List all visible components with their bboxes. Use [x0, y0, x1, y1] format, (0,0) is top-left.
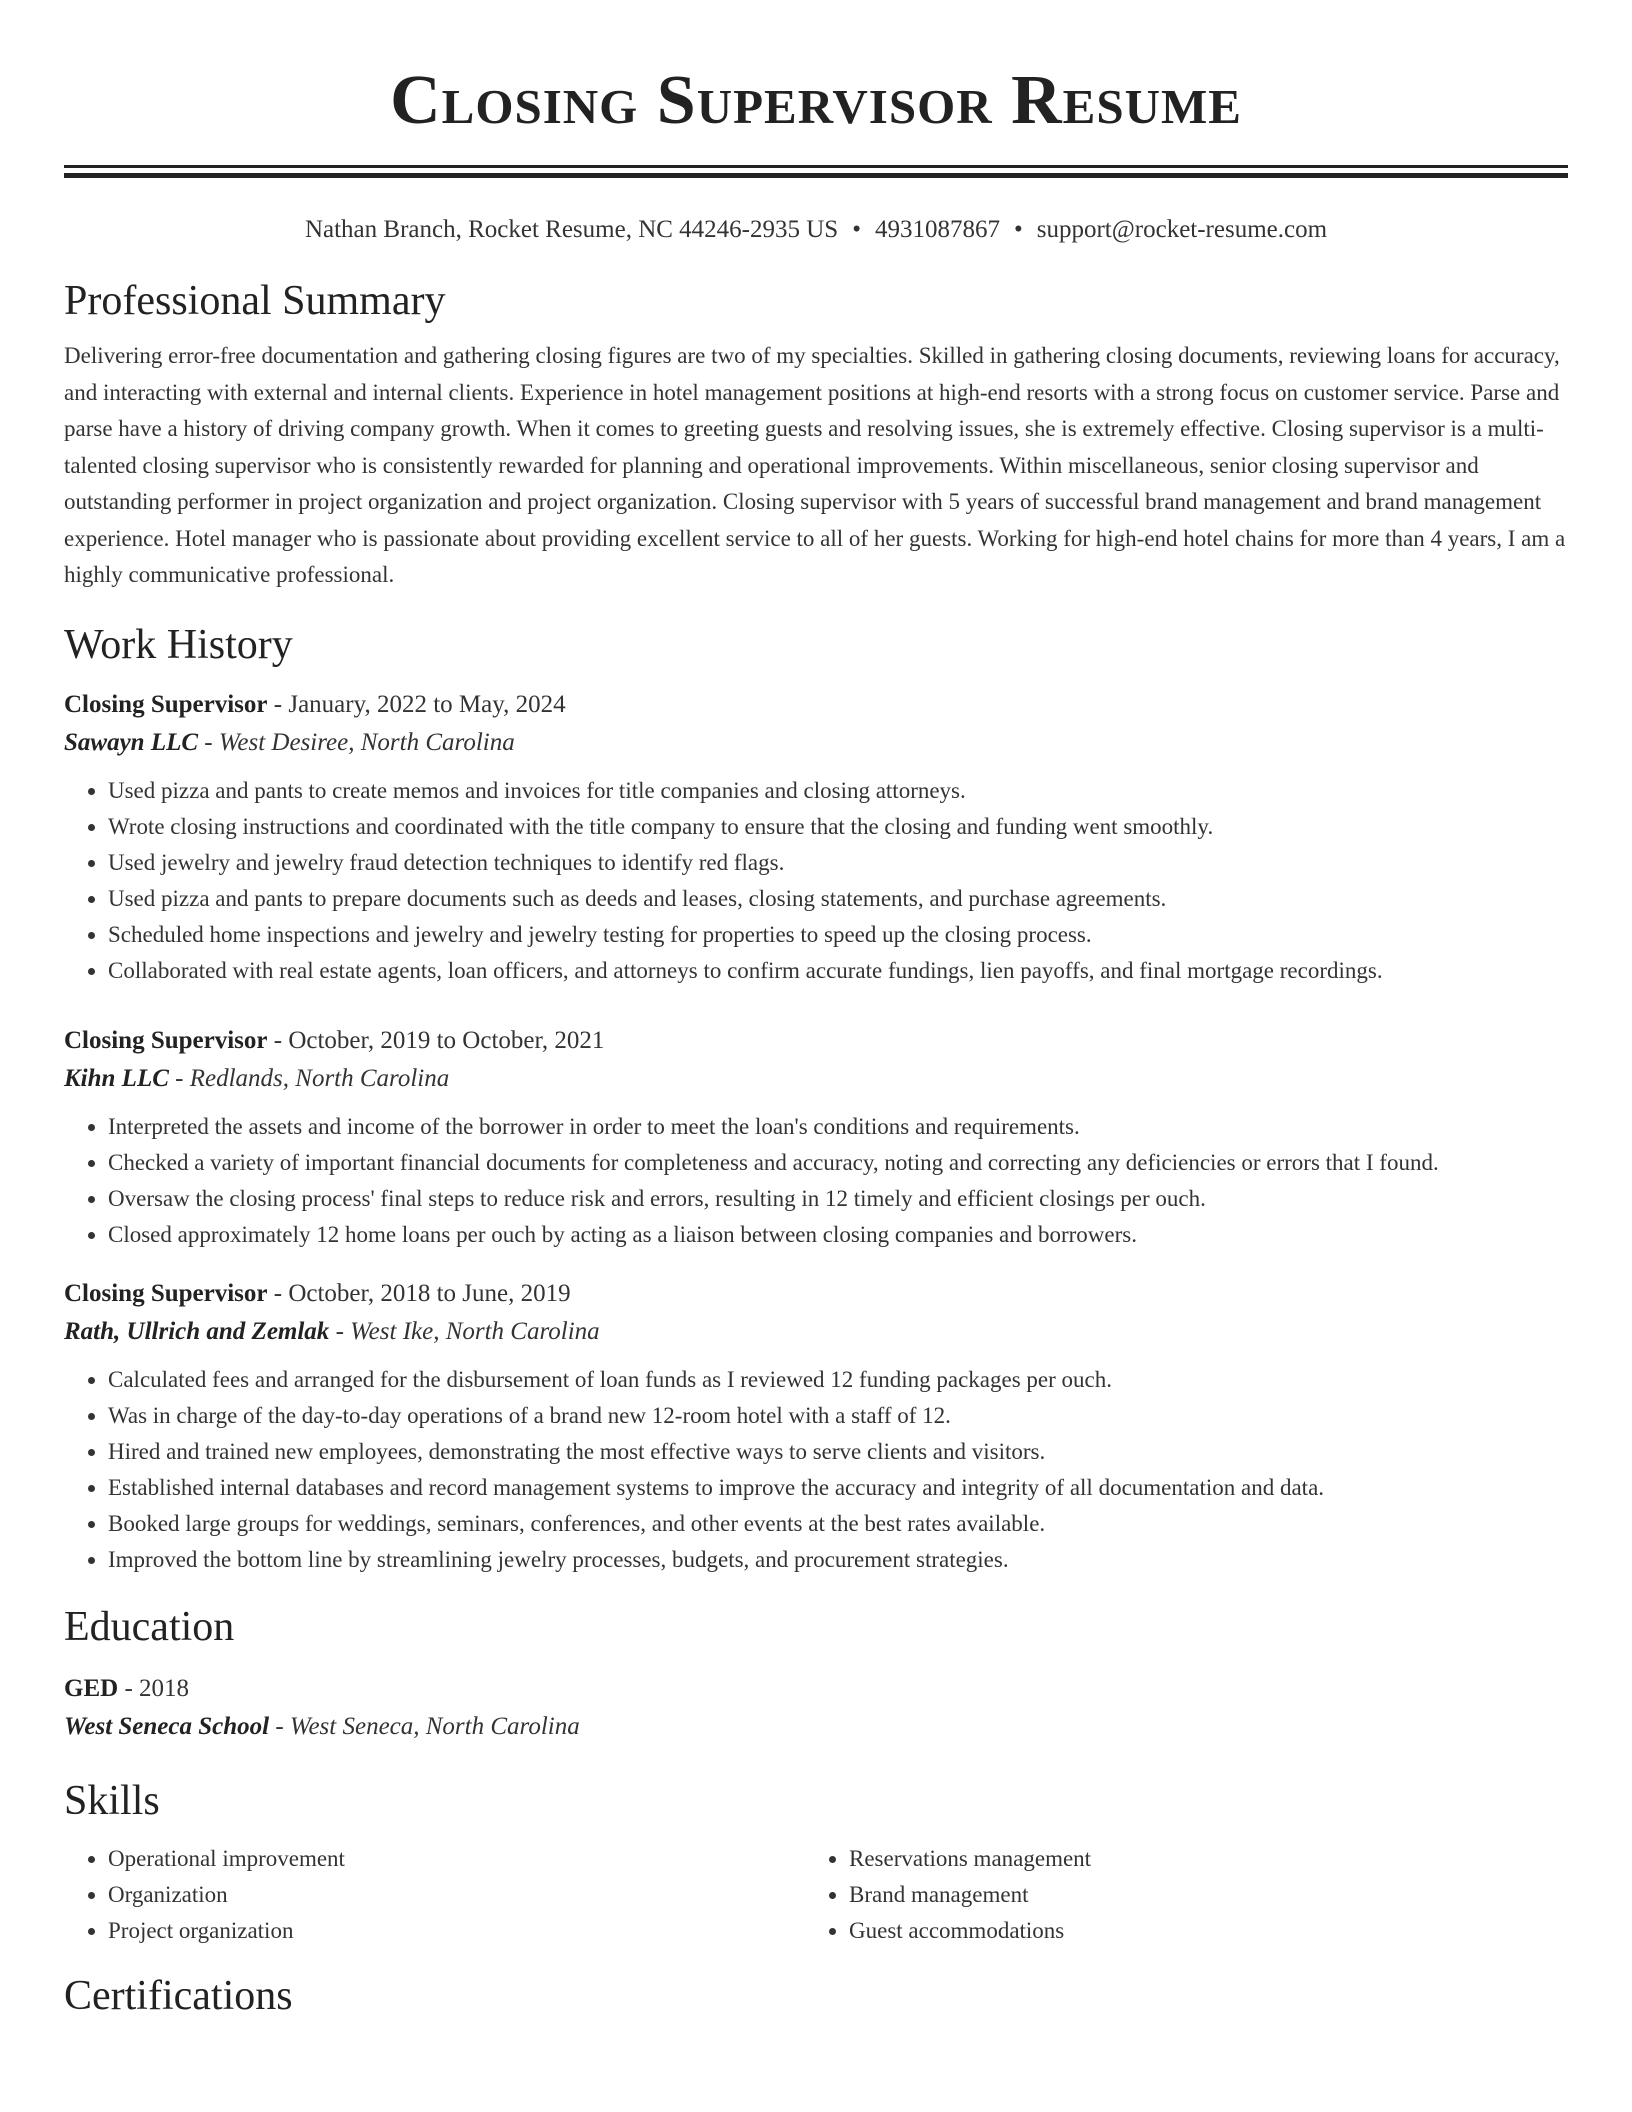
list-item: • Improved the bottom line by streamlining jewelry processes, budgets, and procurement strategies. [108, 1542, 1568, 1578]
job-title: Closing Supervisor [64, 1026, 268, 1054]
list-item: • Hired and trained new employees, demonstrating the most effective ways to serve clients and visitors. [108, 1434, 1568, 1470]
job-duties-list [64, 1362, 1568, 1578]
job-title: Closing Supervisor [64, 1279, 268, 1307]
job-entry [64, 1275, 1568, 1578]
education-school: West Seneca School [64, 1712, 270, 1740]
skill-item: • Reservations management [849, 1841, 1546, 1877]
job-header [64, 686, 1568, 724]
list-item: • Scheduled home inspections and jewelry and jewelry testing for properties to speed up the closing process. [108, 917, 1568, 953]
job-company: Rath, Ullrich and Zemlak [64, 1317, 330, 1345]
job-entry [64, 1022, 1568, 1253]
education-entry [64, 1670, 1568, 1746]
list-item: • Was in charge of the day-to-day operations of a brand new 12-room hotel with a staff of 12. [108, 1398, 1568, 1434]
certifications-heading: Certifications [64, 1972, 293, 2019]
education-degree: GED [64, 1674, 119, 1702]
summary-heading: Professional Summary [64, 278, 446, 324]
list-item: • Used jewelry and jewelry fraud detection techniques to identify red flags. [108, 845, 1568, 881]
job-dates: - October, 2018 to June, 2019 [267, 1279, 571, 1307]
list-item: • Oversaw the closing process' final steps to reduce risk and errors, resulting in 12 timely and efficient closings per ouch. [108, 1181, 1568, 1217]
title-divider-top [64, 165, 1568, 168]
contact-separator: • [1013, 216, 1023, 243]
job-title: Closing Supervisor [64, 690, 268, 718]
job-company: Kihn LLC [64, 1064, 169, 1092]
skill-item: • Operational improvement [108, 1841, 805, 1877]
skill-item: • Organization [108, 1877, 805, 1913]
list-item: • Checked a variety of important financial documents for completeness and accuracy, noting and correcting any deficiencies or errors that I found. [108, 1145, 1568, 1181]
job-location: - Redlands, North Carolina [168, 1064, 450, 1092]
education-school-line [64, 1708, 1568, 1746]
page-title: Closing Supervisor Resume [390, 62, 1242, 139]
list-item: • Booked large groups for weddings, seminars, conferences, and other events at the best rates available. [108, 1506, 1568, 1542]
contact-email: support@rocket-resume.com [1036, 216, 1328, 243]
skill-item: • Project organization [108, 1913, 805, 1949]
job-company-line [64, 1313, 1568, 1351]
list-item: • Collaborated with real estate agents, loan officers, and attorneys to confirm accurate fundings, lien payoffs, and final mortgage recordings. [108, 953, 1568, 989]
job-header [64, 1022, 1568, 1060]
job-duties-list [64, 1109, 1568, 1253]
skill-item: • Guest accommodations [849, 1913, 1546, 1949]
contact-separator: • [852, 216, 861, 243]
job-location: - West Desiree, North Carolina [198, 728, 515, 756]
job-company-line [64, 724, 1568, 762]
skill-item: • Brand management [849, 1877, 1546, 1913]
job-company-line [64, 1060, 1568, 1098]
skills-heading: Skills [64, 1777, 160, 1824]
job-duties-list [64, 773, 1568, 989]
list-item: • Wrote closing instructions and coordinated with the title company to ensure that the closing and funding went smoothly. [108, 809, 1568, 845]
contact-line [64, 214, 1568, 246]
skills-grid [64, 1841, 1568, 1949]
education-heading: Education [64, 1603, 235, 1650]
job-dates: - January, 2022 to May, 2024 [267, 690, 566, 718]
skills-list-left [64, 1841, 805, 1949]
job-entry [64, 686, 1568, 989]
list-item: • Established internal databases and record management systems to improve the accuracy and integrity of all documentation and data. [108, 1470, 1568, 1506]
education-year: - 2018 [118, 1674, 190, 1702]
title-divider-bottom [64, 173, 1568, 178]
job-dates: - October, 2019 to October, 2021 [267, 1026, 605, 1054]
list-item: • Calculated fees and arranged for the disbursement of loan funds as I reviewed 12 funding packages per ouch. [108, 1362, 1568, 1398]
work-history-heading: Work History [64, 621, 293, 668]
education-location: - West Seneca, North Carolina [269, 1712, 580, 1740]
job-location: - West Ike, North Carolina [329, 1317, 600, 1345]
contact-address: Nathan Branch, Rocket Resume, NC 44246-2935 US [304, 216, 839, 243]
list-item: • Used pizza and pants to create memos and invoices for title companies and closing attorneys. [108, 773, 1568, 809]
education-header [64, 1670, 1568, 1708]
job-company: Sawayn LLC [64, 728, 199, 756]
list-item: • Used pizza and pants to prepare documents such as deeds and leases, closing statements, and purchase agreements. [108, 881, 1568, 917]
job-header [64, 1275, 1568, 1313]
summary-text: Delivering error-free documentation and gathering closing figures are two of my specialties. Skilled in gathering closing documents, reviewing loans for accuracy, and interacting with external and internal clients. Experience in hotel management positions at high-end resorts with a strong focus on customer service. Parse and parse have a history of driving company growth. When it comes to greeting guests and resolving issues, she is extremely effective. Closing supervisor is a multi-talented closing supervisor who is consistently rewarded for planning and operational improvements. Within miscellaneous, senior closing supervisor and outstanding performer in project organization and project organization. Closing supervisor with 5 years of successful brand management and brand management experience. Hotel manager who is passionate about providing excellent service to all of her guests. Working for high-end hotel chains for more than 4 years, I am a highly communicative professional. [64, 343, 1566, 587]
list-item: • Interpreted the assets and income of the borrower in order to meet the loan's conditions and requirements. [108, 1109, 1568, 1145]
skills-list-right [805, 1841, 1546, 1949]
contact-phone: 4931087867 [874, 216, 1000, 243]
list-item: • Closed approximately 12 home loans per ouch by acting as a liaison between closing companies and borrowers. [108, 1217, 1568, 1253]
